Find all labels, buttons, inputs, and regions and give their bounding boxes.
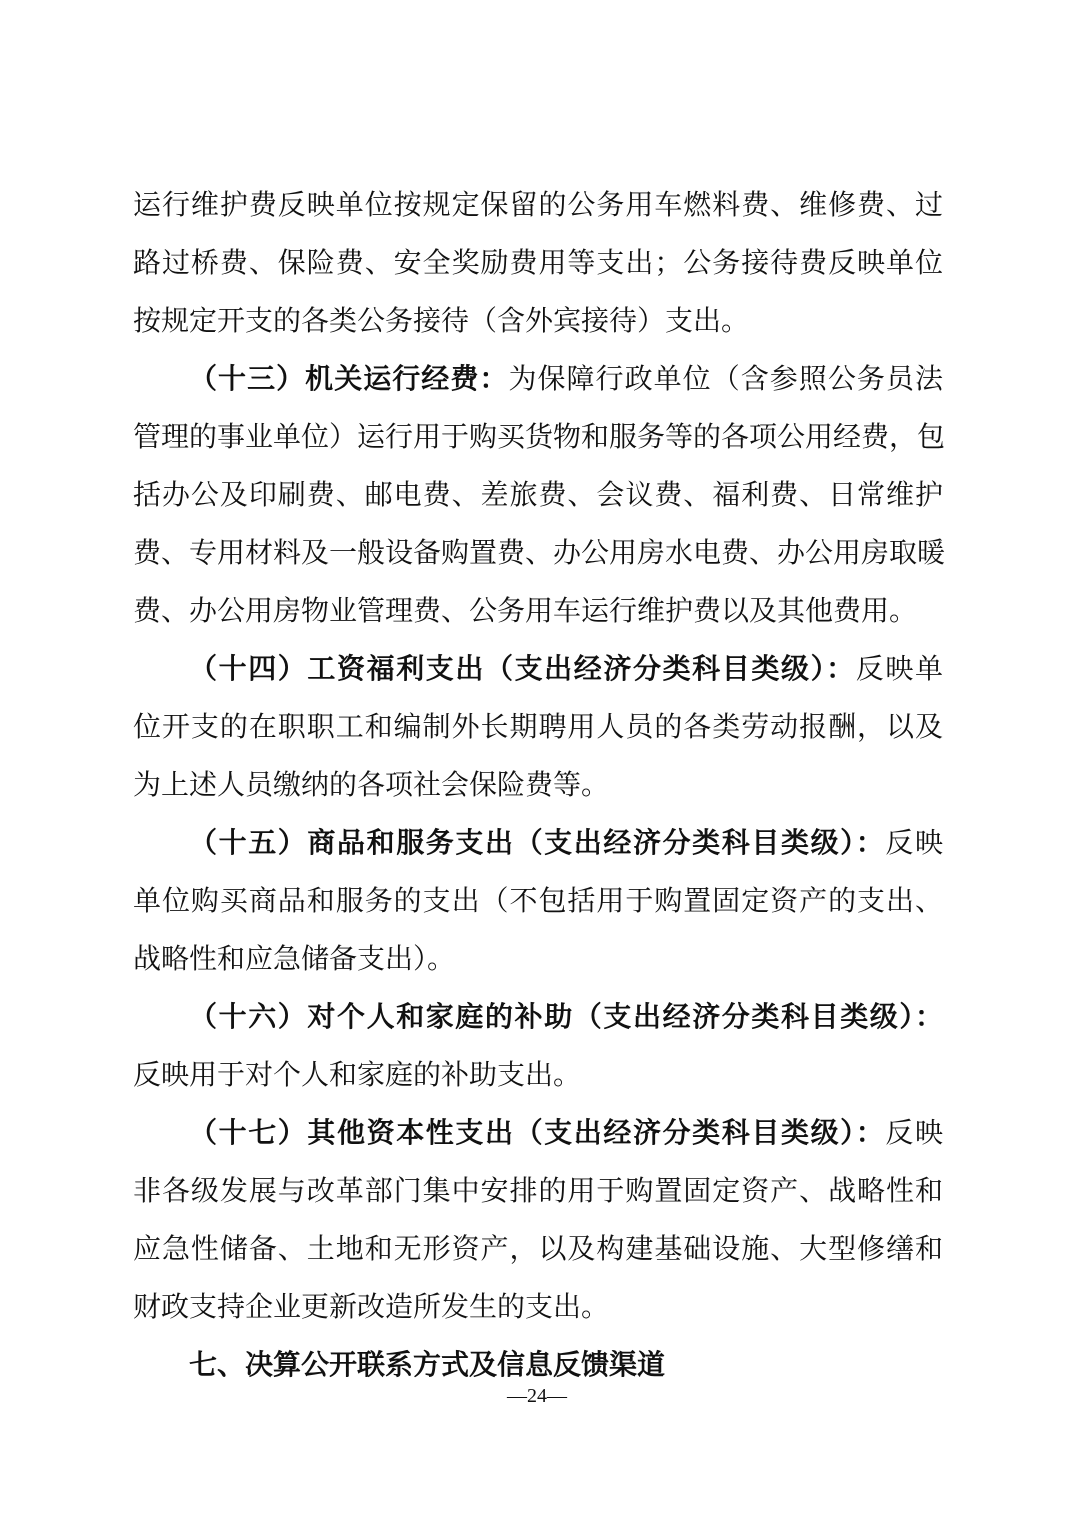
text-line <box>133 640 943 698</box>
text-line: 费、专用材料及一般设备购置费、办公用房水电费、办公用房取暖 <box>133 536 946 569</box>
text-line: 财政支持企业更新改造所发生的支出。 <box>133 1290 610 1323</box>
item-heading: （十三）机关运行经费： <box>189 362 509 395</box>
text-line <box>133 1104 943 1162</box>
document-body <box>133 176 946 1394</box>
text-line: 费、办公用房物业管理费、公务用车运行维护费以及其他费用。 <box>133 594 918 627</box>
paragraph-item-13 <box>133 350 946 640</box>
paragraph-vehicle-expenses <box>133 176 943 350</box>
item-heading: （十四）工资福利支出（支出经济分类科目类级）： <box>189 652 856 685</box>
text-line: 管理的事业单位）运行用于购买货物和服务等的各项公用经费，包 <box>133 420 946 453</box>
paragraph-item-15 <box>133 814 943 988</box>
text-line <box>133 350 943 408</box>
item-heading: （十七）其他资本性支出（支出经济分类科目类级）： <box>189 1116 886 1149</box>
item-heading: （十五）商品和服务支出（支出经济分类科目类级）： <box>189 826 886 859</box>
item-text: 为保障行政单位（含参照公务员法 <box>508 362 943 395</box>
item-text: 反映单 <box>855 652 943 685</box>
text-line: 位开支的在职职工和编制外长期聘用人员的各类劳动报酬，以及 <box>133 710 943 743</box>
text-line: 非各级发展与改革部门集中安排的用于购置固定资产、战略性和 <box>133 1174 943 1207</box>
item-text: 反映 <box>885 1116 943 1149</box>
text-line: 战略性和应急储备支出）。 <box>133 942 456 975</box>
section-heading: 七、决算公开联系方式及信息反馈渠道 <box>189 1348 666 1381</box>
text-line: 运行维护费反映单位按规定保留的公务用车燃料费、维修费、过 <box>133 188 943 221</box>
text-line <box>133 988 943 1046</box>
text-line <box>133 814 943 872</box>
text-line: 为上述人员缴纳的各项社会保险费等。 <box>133 768 610 801</box>
text-line: 括办公及印刷费、邮电费、差旅费、会议费、福利费、日常维护 <box>133 478 943 511</box>
text-line: 应急性储备、土地和无形资产，以及构建基础设施、大型修缮和 <box>133 1232 943 1265</box>
item-text: 反映 <box>885 826 943 859</box>
paragraph-item-17 <box>133 1104 943 1336</box>
page-number: —24— <box>507 1385 567 1407</box>
paragraph-item-16 <box>133 988 943 1104</box>
text-line: 单位购买商品和服务的支出（不包括用于购置固定资产的支出、 <box>133 884 943 917</box>
text-line: 路过桥费、保险费、安全奖励费用等支出；公务接待费反映单位 <box>133 246 943 279</box>
text-line: 按规定开支的各类公务接待（含外宾接待）支出。 <box>133 304 750 337</box>
item-heading: （十六）对个人和家庭的补助（支出经济分类科目类级）： <box>189 1000 943 1033</box>
text-line: 反映用于对个人和家庭的补助支出。 <box>133 1058 582 1091</box>
paragraph-item-14 <box>133 640 943 814</box>
